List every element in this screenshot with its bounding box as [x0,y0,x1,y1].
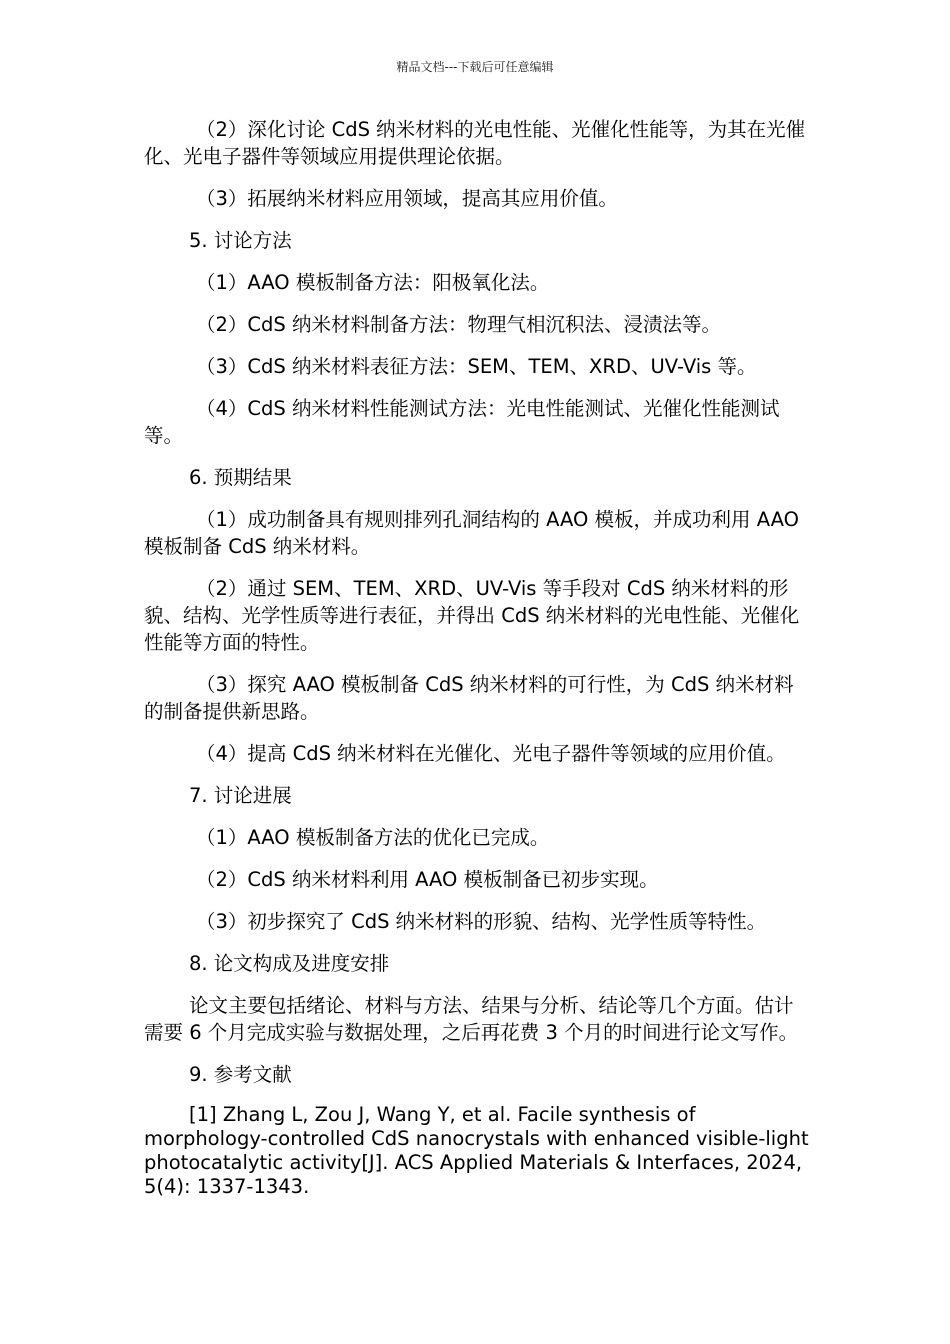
paragraph-goal-2: （2）深化讨论 CdS 纳米材料的光电性能、光催化性能等，为其在光催化、光电子器件等领域应用提供理论依据。 [144,118,806,168]
paragraph-result-3: （3）探究 AAO 模板制备 CdS 纳米材料的可行性，为 CdS 纳米材料的制备提供新思路。 [144,673,794,723]
section-heading-progress: 7. 讨论进展 [189,784,292,807]
section-heading-expected-results: 6. 预期结果 [189,466,292,489]
section-heading-methods: 5. 讨论方法 [189,229,292,252]
section-heading-references: 9. 参考文献 [189,1063,292,1086]
paragraph-method-2: （2）CdS 纳米材料制备方法：物理气相沉积法、浸渍法等。 [196,313,721,336]
section-heading-structure-schedule: 8. 论文构成及进度安排 [189,952,390,975]
paragraph-method-3: （3）CdS 纳米材料表征方法：SEM、TEM、XRD、UV-Vis 等。 [196,355,757,378]
paragraph-result-2: （2）通过 SEM、TEM、XRD、UV-Vis 等手段对 CdS 纳米材料的形貌、结构、光学性质等进行表征，并得出 CdS 纳米材料的光电性能、光催化性能等方面的特性。 [144,577,800,654]
page-header: 精品文档---下载后可任意编辑 [396,60,554,74]
paragraph-progress-2: （2）CdS 纳米材料利用 AAO 模板制备已初步实现。 [196,868,659,891]
document-body [144,116,809,1214]
reference-entry: [1] Zhang L, Zou J, Wang Y, et al. Facile synthesis of morphology-controlled CdS nanocrystals with enhanced visible-light photocatalytic activity[J]. ACS Applied Materials & Interfaces, 2024, 5(4): 1337-1343. [144,1103,809,1198]
paragraph-progress-1: （1）AAO 模板制备方法的优化已完成。 [196,826,550,849]
paragraph-method-1: （1）AAO 模板制备方法：阳极氧化法。 [196,271,550,294]
paragraph-result-4: （4）提高 CdS 纳米材料在光催化、光电子器件等领域的应用价值。 [196,742,786,765]
paragraph-structure-schedule: 论文主要包括绪论、材料与方法、结果与分析、结论等几个方面。估计需要 6 个月完成实验与数据处理，之后再花费 3 个月的时间进行论文写作。 [144,994,799,1044]
paragraph-result-1: （1）成功制备具有规则排列孔洞结构的 AAO 模板，并成功利用 AAO 模板制备 CdS 纳米材料。 [144,508,799,558]
paragraph-progress-3: （3）初步探究了 CdS 纳米材料的形貌、结构、光学性质等特性。 [196,910,767,933]
paragraph-method-4: （4）CdS 纳米材料性能测试方法：光电性能测试、光催化性能测试等。 [144,397,780,447]
paragraph-goal-3: （3）拓展纳米材料应用领域，提高其应用价值。 [196,187,618,210]
